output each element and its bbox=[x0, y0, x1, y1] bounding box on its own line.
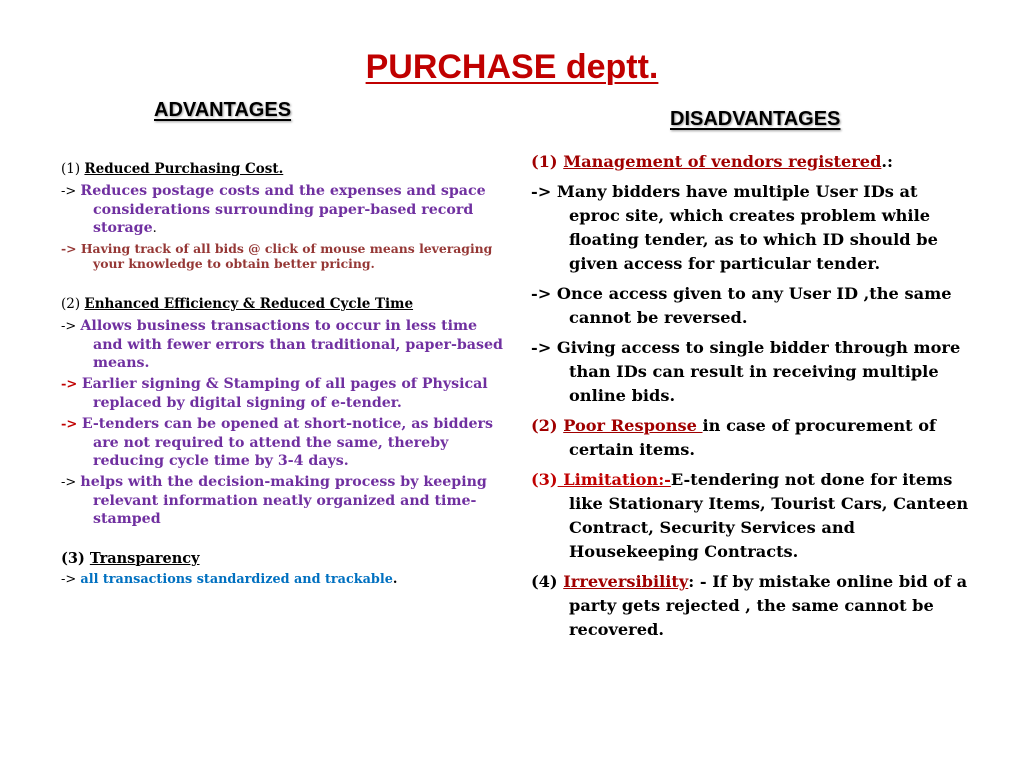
disadvantage-point: -> Giving access to single bidder through more than IDs can result in receiving multiple online bids. bbox=[531, 338, 961, 405]
section-number: (1) bbox=[61, 161, 85, 177]
item-title: Limitation:- bbox=[557, 470, 671, 489]
item-text: : - If by mistake online bid of a party gets rejected , the same cannot be recovered. bbox=[569, 572, 968, 639]
disadvantage-1-heading bbox=[531, 150, 969, 174]
section-title: Enhanced Efficiency & Reduced Cycle Time bbox=[84, 296, 414, 312]
item-number: (2) bbox=[531, 416, 564, 435]
advantage-point bbox=[61, 473, 511, 528]
point-text: Allows business transactions to occur in less time and with fewer errors than traditional, paper-based means. bbox=[80, 318, 503, 371]
item-text: E-tendering not done for items like Stationary Items, Tourist Cars, Canteen Contract, Security Services and Housekeeping Contracts. bbox=[569, 470, 969, 561]
advantage-section-1 bbox=[61, 160, 511, 178]
section-number: (2) bbox=[61, 296, 85, 312]
advantage-point bbox=[61, 241, 511, 271]
disadvantage-3 bbox=[531, 468, 969, 564]
section-number: (3) bbox=[61, 550, 90, 567]
item-number: (4) bbox=[531, 572, 564, 591]
point-text: helps with the decision-making process by keeping relevant information neatly organized and time-stamped bbox=[80, 474, 487, 527]
item-title: Irreversibility bbox=[563, 572, 689, 591]
point-text: Reduces postage costs and the expenses and space considerations surrounding paper-based record storage bbox=[80, 183, 486, 236]
advantage-point bbox=[61, 375, 511, 412]
section-title: Transparency bbox=[89, 550, 200, 567]
arrow-marker: -> bbox=[61, 417, 82, 432]
disadvantage-point: -> Once access given to any User ID ,the same cannot be reversed. bbox=[531, 284, 952, 327]
point-tail: . bbox=[152, 221, 157, 236]
point-text: -> Having track of all bids @ click of mouse means leveraging your knowledge to obtain better pricing. bbox=[61, 241, 493, 271]
point-text: E-tenders can be opened at short-notice, as bidders are not required to attend the same, thereby reducing cycle time by 3-4 days. bbox=[81, 416, 494, 469]
item-title: Management of vendors registered bbox=[563, 152, 882, 171]
arrow-marker: -> bbox=[61, 377, 82, 392]
spacer bbox=[61, 531, 511, 550]
advantages-heading: ADVANTAGES bbox=[154, 99, 292, 121]
item-number: (1) bbox=[531, 152, 564, 171]
advantages-column bbox=[61, 160, 511, 591]
advantage-point bbox=[61, 572, 511, 588]
advantage-section-2 bbox=[61, 295, 511, 313]
disadvantages-heading: DISADVANTAGES bbox=[670, 108, 841, 130]
arrow-marker: -> bbox=[61, 572, 81, 587]
advantage-point bbox=[61, 415, 511, 470]
slide-title: PURCHASE deptt. bbox=[365, 48, 659, 86]
advantage-point bbox=[61, 317, 511, 372]
item-text: in case of procurement of certain items. bbox=[569, 416, 937, 459]
point-text: Earlier signing & Stamping of all pages of Physical replaced by digital signing of e-tender. bbox=[81, 376, 488, 411]
arrow-marker: -> bbox=[61, 184, 81, 199]
item-title: Poor Response bbox=[563, 416, 703, 435]
arrow-marker: -> bbox=[61, 319, 81, 334]
spacer bbox=[61, 274, 511, 295]
point-tail: . bbox=[392, 572, 398, 587]
advantage-section-3 bbox=[61, 550, 511, 568]
disadvantage-point: -> Many bidders have multiple User IDs at eproc site, which creates problem while floating tender, as to which ID should be given access for particular tender. bbox=[531, 182, 938, 273]
disadvantage-4 bbox=[531, 570, 969, 642]
item-number: (3) bbox=[531, 470, 558, 489]
point-text: all transactions standardized and trackable bbox=[80, 572, 393, 587]
disadvantage-2 bbox=[531, 414, 969, 462]
section-title: Reduced Purchasing Cost. bbox=[84, 161, 284, 177]
arrow-marker: -> bbox=[61, 475, 81, 490]
disadvantages-column bbox=[531, 150, 969, 648]
item-tail: .: bbox=[881, 152, 894, 171]
advantage-point bbox=[61, 182, 511, 238]
